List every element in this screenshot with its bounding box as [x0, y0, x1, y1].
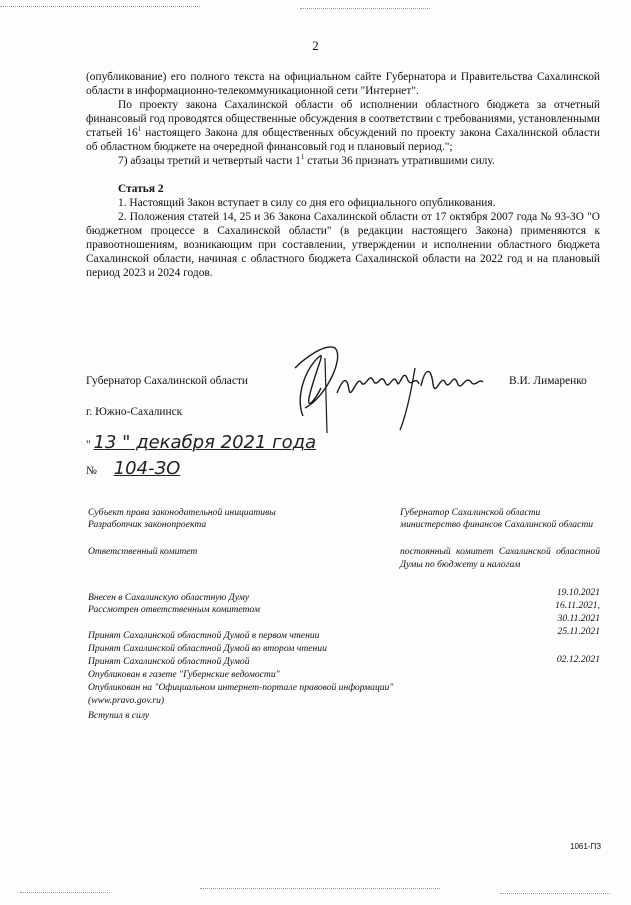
paragraph: 7) абзацы третий и четвертый части $1^1$ статьи 36 признать утратившими силу.	[118, 153, 495, 167]
footer-code: 1061-ПЗ	[570, 842, 602, 851]
handwritten-date: 13 " декабря 2021 года	[93, 432, 317, 453]
article-title: Статья 2	[118, 183, 164, 195]
adopted-date: 02.12.2021	[556, 654, 600, 665]
first-reading-label: Принят Сахалинской областной Думой в первом чтении	[88, 630, 320, 641]
signing-date: " 13 " декабря 2021 года	[86, 432, 317, 453]
signatory-name: В.И. Лимаренко	[509, 375, 587, 387]
handwritten-number: 104-ЗО	[113, 458, 181, 479]
paragraph: (опубликование) его полного текста на официальном сайте Губернатора и Правительства Сахалинской области в информационно-телекоммуникационной сети "Интернет".	[86, 71, 600, 97]
signatory-position: Губернатор Сахалинской области	[86, 375, 248, 387]
first-reading-date: 25.11.2021	[557, 626, 600, 637]
reviewed-date: 16.11.2021,	[555, 600, 600, 611]
initiative-value: Губернатор Сахалинской области	[400, 507, 541, 518]
document-body	[86, 70, 600, 280]
scan-noise	[20, 892, 110, 894]
scan-noise	[500, 893, 610, 895]
law-number: № 104-ЗО	[86, 458, 181, 479]
page-number: 2	[312, 38, 319, 53]
paragraph: По проекту закона Сахалинской области об исполнении областного бюджета за отчетный финансовый год проводятся общественные обсуждения в соответствии с требованиями, установленными статьей $16^1$ настоящего Закона для общественных обсуждений по проекту закона Сахалинской области об областном бюджете на очередной финансовый год и плановый период.";	[86, 99, 600, 153]
scan-noise	[0, 6, 200, 8]
published-gazette-label: Опубликован в газете "Губернские ведомости"	[88, 669, 280, 680]
introduced-label: Внесен в Сахалинскую областную Думу	[88, 592, 250, 603]
paragraph: 2. Положения статей 14, 25 и 36 Закона Сахалинской области от 17 октября 2007 года № 93-ЗО "О бюджетном процессе в Сахалинской области" (в редакции настоящего Закона) применяются к правоотношениям, возникающим при составлении, утверждении и исполнении областного бюджета Сахалинской области, начиная с областного бюджета Сахалинской области на 2022 год и на плановый период 2023 и 2024 годов.	[86, 211, 600, 279]
initiative-label: Субъект права законодательной инициативы	[88, 507, 276, 518]
published-portal-label: Опубликован на "Официальном интернет-портале правовой информации" (www.pravo.gov.ru)	[88, 682, 394, 706]
scan-noise	[300, 8, 430, 10]
introduced-date: 19.10.2021	[556, 587, 600, 598]
adopted-label: Принят Сахалинской областной Думой	[88, 656, 250, 667]
in-force-label: Вступил в силу	[88, 710, 150, 721]
committee-label: Ответственный комитет	[88, 546, 198, 557]
reviewed-label: Рассмотрен ответственным комитетом	[88, 604, 260, 615]
developer-value: министерство финансов Сахалинской области	[400, 519, 594, 530]
scan-noise	[200, 888, 440, 890]
governor-signature	[265, 338, 495, 438]
reviewed-date: 30.11.2021	[557, 613, 600, 624]
developer-label: Разработчик законопроекта	[88, 519, 207, 530]
city: г. Южно-Сахалинск	[86, 406, 183, 418]
second-reading-label: Принят Сахалинской областной Думой во втором чтении	[88, 643, 327, 654]
committee-value: постоянный комитет Сахалинской областной Думы по бюджету и налогам	[400, 546, 600, 570]
paragraph: 1. Настоящий Закон вступает в силу со дня его официального опубликования.	[118, 197, 496, 209]
